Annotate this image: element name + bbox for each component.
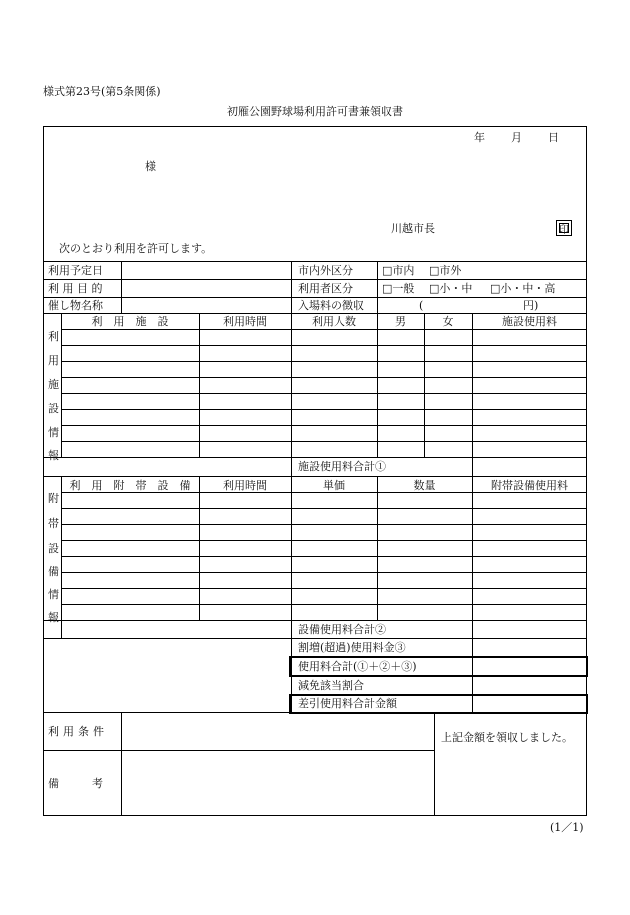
equipment-header-equipment: 利 用 附 帯 設 備 bbox=[69, 479, 191, 492]
rule bbox=[43, 476, 587, 477]
surcharge-label: 割増(超過)使用料金③ bbox=[298, 641, 406, 654]
form-number: 様式第23号(第5条関係) bbox=[43, 85, 161, 98]
facility-header-fee: 施設使用料 bbox=[502, 315, 557, 328]
date-day-label: 日 bbox=[548, 131, 559, 144]
rule bbox=[61, 572, 587, 573]
equipment-header-time: 利用時間 bbox=[223, 479, 267, 492]
planned-date-label: 利用予定日 bbox=[48, 264, 103, 277]
facility-side-char: 用 bbox=[48, 354, 59, 367]
rule bbox=[434, 712, 435, 816]
rule bbox=[61, 588, 587, 589]
rule bbox=[61, 409, 587, 410]
checkbox-user-general[interactable]: □一般 bbox=[382, 282, 415, 295]
rule bbox=[424, 313, 425, 457]
rule bbox=[377, 261, 378, 313]
facility-header-facility: 利 用 施 設 bbox=[91, 315, 169, 328]
received-text: 上記金額を領収しました。 bbox=[441, 731, 573, 744]
remarks-label: 備 考 bbox=[48, 777, 103, 790]
facility-side-char: 施 bbox=[48, 378, 59, 391]
rule bbox=[43, 750, 434, 751]
facility-side-char: 利 bbox=[48, 330, 59, 343]
rule bbox=[43, 457, 587, 458]
rule bbox=[199, 476, 200, 620]
rule bbox=[121, 261, 122, 313]
facility-header-people: 利用人数 bbox=[312, 315, 356, 328]
checkbox-user-elem-middle-high[interactable]: □小・中・高 bbox=[490, 282, 556, 295]
rule bbox=[43, 638, 587, 639]
rule bbox=[61, 492, 587, 493]
seal-box bbox=[556, 220, 572, 236]
rule bbox=[43, 261, 587, 262]
equipment-side-char: 報 bbox=[48, 611, 59, 624]
checkbox-city-inside[interactable]: □市内 bbox=[382, 264, 415, 277]
rule bbox=[43, 297, 587, 298]
equipment-side-char: 備 bbox=[48, 565, 59, 578]
rule bbox=[199, 313, 200, 457]
fee-paren-open: ( bbox=[419, 299, 424, 312]
checkbox-user-elem-middle[interactable]: □小・中 bbox=[429, 282, 473, 295]
rule bbox=[61, 604, 587, 605]
date-year-label: 年 bbox=[474, 131, 485, 144]
rule bbox=[61, 425, 587, 426]
rule bbox=[61, 476, 62, 638]
city-division-label: 市内外区分 bbox=[298, 264, 353, 277]
equipment-side-char: 設 bbox=[48, 542, 59, 555]
facility-subtotal-label: 施設使用料合計① bbox=[298, 460, 386, 473]
facility-side-char: 報 bbox=[48, 449, 59, 462]
addressee-suffix: 様 bbox=[145, 160, 156, 173]
conditions-label: 利用条件 bbox=[48, 725, 108, 738]
rule bbox=[377, 476, 378, 620]
facility-header-male: 男 bbox=[395, 315, 406, 328]
facility-header-female: 女 bbox=[442, 315, 454, 328]
facility-side-char: 情 bbox=[48, 426, 59, 439]
rule bbox=[61, 377, 587, 378]
equipment-side-char: 情 bbox=[48, 588, 59, 601]
issuer-name: 川越市長 bbox=[391, 222, 435, 235]
purpose-label: 利 用 目 的 bbox=[48, 282, 103, 295]
grand-total-label: 使用料合計(①＋②＋③) bbox=[298, 660, 417, 673]
equipment-header-quantity: 数量 bbox=[413, 479, 436, 492]
rule bbox=[61, 345, 587, 346]
entrance-fee-label: 入場料の徴収 bbox=[298, 299, 364, 312]
rule bbox=[43, 313, 587, 314]
rule bbox=[61, 393, 587, 394]
rule bbox=[377, 313, 378, 457]
page-indicator: (1／1) bbox=[550, 821, 584, 834]
user-division-label: 利用者区分 bbox=[298, 282, 353, 295]
rule bbox=[43, 620, 587, 621]
rule bbox=[61, 524, 587, 525]
equipment-total-label: 設備使用料合計② bbox=[298, 623, 386, 636]
rule bbox=[61, 556, 587, 557]
equipment-side-char: 帯 bbox=[48, 517, 59, 530]
facility-side-char: 設 bbox=[48, 402, 59, 415]
date-month-label: 月 bbox=[511, 131, 522, 144]
final-amount-label: 差引使用料合計金額 bbox=[298, 697, 397, 710]
form-title: 初雁公園野球場利用許可書兼領収書 bbox=[227, 105, 403, 118]
rule bbox=[61, 361, 587, 362]
rule bbox=[472, 656, 473, 714]
rule bbox=[61, 313, 62, 457]
rule bbox=[472, 313, 473, 476]
equipment-header-fee: 附帯設備使用料 bbox=[491, 479, 568, 492]
rule bbox=[291, 261, 292, 313]
reduction-label: 減免該当割合 bbox=[298, 679, 364, 692]
facility-header-time: 利用時間 bbox=[223, 315, 267, 328]
rule bbox=[61, 508, 587, 509]
rule bbox=[291, 313, 292, 476]
rule bbox=[121, 712, 122, 816]
rule bbox=[43, 279, 587, 280]
equipment-header-unit-price: 単価 bbox=[323, 479, 345, 492]
rule bbox=[61, 540, 587, 541]
event-name-label: 催し物名称 bbox=[48, 299, 103, 312]
checkbox-city-outside[interactable]: □市外 bbox=[429, 264, 462, 277]
rule bbox=[43, 712, 587, 713]
rule bbox=[61, 441, 587, 442]
permission-text: 次のとおり利用を許可します。 bbox=[59, 242, 213, 255]
rule bbox=[61, 329, 587, 330]
fee-paren-close: 円) bbox=[523, 299, 539, 312]
seal-label: 印 bbox=[559, 224, 569, 236]
equipment-side-char: 附 bbox=[48, 492, 59, 505]
